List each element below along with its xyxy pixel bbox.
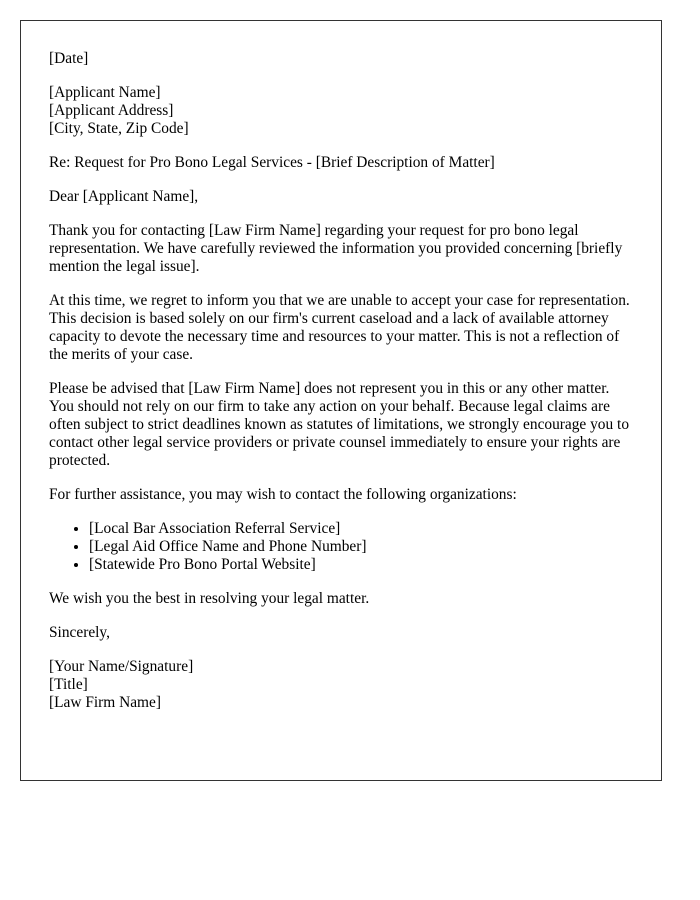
signature-name: [Your Name/Signature] <box>49 658 194 675</box>
body-paragraph-decline: At this time, we regret to inform you that we are unable to accept your case for representation. This decision is based solely on our firm's current caseload and a lack of available attorney capacity to devote the necessary time and resources to your matter. This is not a reflection of the merits of your case. <box>49 292 630 363</box>
resource-list-item: • [Legal Aid Office Name and Phone Number] <box>89 538 633 556</box>
resource-list <box>49 520 633 574</box>
recipient-address: [Applicant Address] <box>49 102 174 119</box>
letter-page <box>20 20 662 781</box>
subject-line: Re: Request for Pro Bono Legal Services - [Brief Description of Matter] <box>49 154 495 171</box>
recipient-address-block <box>49 84 633 138</box>
recipient-city-state-zip: [City, State, Zip Code] <box>49 120 189 137</box>
salutation: Dear [Applicant Name], <box>49 188 199 205</box>
recipient-name: [Applicant Name] <box>49 84 161 101</box>
signature-block <box>49 658 633 712</box>
closing-remark: We wish you the best in resolving your legal matter. <box>49 590 370 607</box>
body-paragraph-intro: Thank you for contacting [Law Firm Name] regarding your request for pro bono legal representation. We have carefully reviewed the information you provided concerning [briefly mention the legal issue]. <box>49 222 623 275</box>
resource-list-item: • [Statewide Pro Bono Portal Website] <box>89 556 633 574</box>
body-paragraph-resources-intro: For further assistance, you may wish to contact the following organizations: <box>49 486 517 503</box>
resource-list-item: • [Local Bar Association Referral Service] <box>89 520 633 538</box>
signature-firm: [Law Firm Name] <box>49 694 161 711</box>
signature-title: [Title] <box>49 676 88 693</box>
signoff: Sincerely, <box>49 624 110 641</box>
letter-date: [Date] <box>49 50 89 67</box>
body-paragraph-advisory: Please be advised that [Law Firm Name] does not represent you in this or any other matter. You should not rely on our firm to take any action on your behalf. Because legal claims are often subject to strict deadlines known as statutes of limitations, we strongly encourage you to contact other legal service providers or private counsel immediately to ensure your rights are protected. <box>49 380 630 469</box>
